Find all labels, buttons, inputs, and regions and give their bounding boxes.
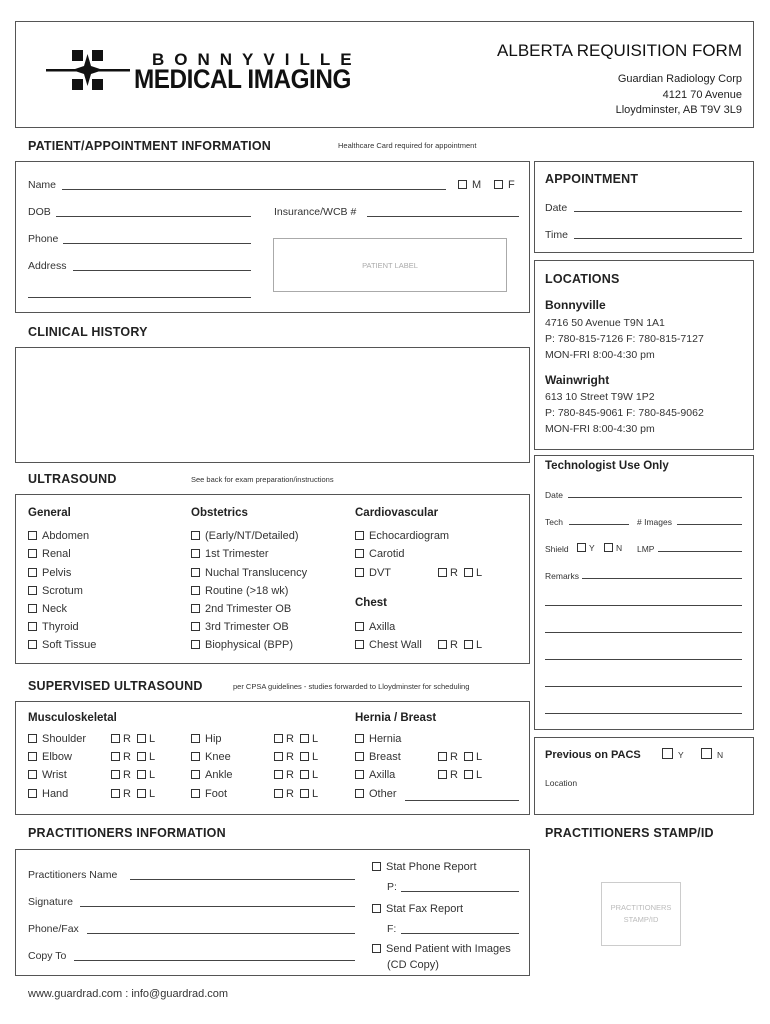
tech-shield-label: Shield (545, 544, 569, 554)
obstetrics-option[interactable]: Biophysical (BPP) (191, 639, 293, 651)
left-checkbox[interactable] (137, 789, 146, 798)
msk-option[interactable]: Wrist (28, 769, 67, 781)
general-option[interactable]: Neck (28, 603, 67, 615)
org-address-line2: Lloydminster, AB T9V 3L9 (615, 104, 742, 116)
right-checkbox[interactable] (438, 640, 447, 649)
hip-side-selector[interactable]: R L (274, 733, 318, 745)
right-checkbox[interactable] (274, 770, 283, 779)
msk-checkbox[interactable] (28, 789, 37, 798)
right-checkbox[interactable] (111, 789, 120, 798)
stat-fax-option[interactable]: Stat Fax Report (372, 903, 463, 915)
obstetrics-checkbox[interactable] (191, 640, 200, 649)
chest-heading: Chest (355, 597, 387, 609)
pacs-location-label: Location (545, 778, 578, 788)
obstetrics-option[interactable]: 2nd Trimester OB (191, 603, 291, 615)
knee-side-selector[interactable]: R L (274, 751, 318, 763)
hernia-checkbox[interactable] (355, 752, 364, 761)
tech-name-field[interactable] (569, 524, 629, 525)
general-option[interactable]: Thyroid (28, 621, 79, 633)
location-name-bonnyville: Bonnyville (545, 298, 606, 312)
stamp-box (601, 882, 681, 946)
send-images-checkbox[interactable] (372, 944, 381, 953)
tech-lmp-field[interactable] (658, 551, 742, 552)
msk-heading: Musculoskeletal (28, 712, 117, 724)
tech-shield-yes[interactable]: Y (577, 543, 595, 553)
stat-phone-checkbox[interactable] (372, 862, 381, 871)
phone-field[interactable] (63, 243, 251, 244)
tech-date-field[interactable] (568, 497, 742, 498)
pacs-yes-option[interactable]: Y (662, 748, 684, 760)
hand-side-selector[interactable]: R L (111, 788, 155, 800)
stat-fax-checkbox[interactable] (372, 904, 381, 913)
left-checkbox[interactable] (300, 752, 309, 761)
general-option[interactable]: Abdomen (28, 530, 89, 542)
right-checkbox[interactable] (111, 752, 120, 761)
shield-no-checkbox[interactable] (604, 543, 613, 552)
axilla-side-selector[interactable]: R L (438, 769, 482, 781)
appt-time-label: Time (545, 229, 568, 241)
shoulder-side-selector[interactable]: R L (111, 733, 155, 745)
phone-label: Phone (28, 233, 59, 245)
general-option[interactable]: Soft Tissue (28, 639, 96, 651)
other-field[interactable] (405, 800, 519, 801)
general-option[interactable]: Scrotum (28, 585, 83, 597)
chest-option[interactable]: Axilla (355, 621, 395, 633)
tech-remarks-field[interactable] (582, 578, 742, 579)
right-checkbox[interactable] (111, 770, 120, 779)
female-checkbox[interactable] (494, 180, 503, 189)
left-checkbox[interactable] (464, 752, 473, 761)
insurance-label: Insurance/WCB # (274, 206, 357, 218)
cd-copy-label: (CD Copy) (387, 959, 439, 971)
tech-date-label: Date (545, 490, 563, 500)
address-label: Address (28, 260, 67, 272)
obstetrics-checkbox[interactable] (191, 622, 200, 631)
msk-option[interactable]: Hip (191, 733, 222, 745)
left-checkbox[interactable] (464, 568, 473, 577)
tech-name-label: Tech (545, 517, 563, 527)
appt-date-field[interactable] (574, 211, 742, 212)
obstetrics-option[interactable]: Routine (>18 wk) (191, 585, 288, 597)
logo-bottom-text: MEDICAL IMAGING (134, 64, 351, 94)
left-checkbox[interactable] (300, 770, 309, 779)
tech-images-field[interactable] (677, 524, 742, 525)
location-hours-wainwright: MON-FRI 8:00-4:30 pm (545, 423, 655, 435)
obstetrics-option[interactable]: Nuchal Translucency (191, 567, 307, 579)
signature-field[interactable] (80, 906, 355, 907)
obstetrics-checkbox[interactable] (191, 586, 200, 595)
signature-label: Signature (28, 896, 73, 908)
foot-side-selector[interactable]: R L (274, 788, 318, 800)
practitioner-heading: PRACTITIONERS INFORMATION (28, 826, 226, 840)
right-checkbox[interactable] (274, 789, 283, 798)
tech-remarks-line[interactable] (545, 713, 742, 714)
hernia-heading: Hernia / Breast (355, 712, 437, 724)
dob-field[interactable] (56, 216, 251, 217)
chest-option[interactable]: Chest Wall (355, 639, 422, 651)
general-checkbox[interactable] (28, 549, 37, 558)
msk-checkbox[interactable] (28, 752, 37, 761)
obstetrics-heading: Obstetrics (191, 507, 248, 519)
tech-remarks-line[interactable] (545, 632, 742, 633)
stat-fax-field[interactable] (401, 933, 519, 934)
hernia-checkbox[interactable] (355, 734, 364, 743)
sex-male-option[interactable]: M (458, 179, 481, 191)
obstetrics-checkbox[interactable] (191, 549, 200, 558)
appt-time-field[interactable] (574, 238, 742, 239)
stat-fax-f-label: F: (387, 923, 397, 935)
name-field[interactable] (62, 189, 446, 190)
general-checkbox[interactable] (28, 568, 37, 577)
cardio-checkbox[interactable] (355, 531, 364, 540)
shield-yes-checkbox[interactable] (577, 543, 586, 552)
cardio-option[interactable]: Carotid (355, 548, 404, 560)
right-checkbox[interactable] (438, 752, 447, 761)
practitioner-name-field[interactable] (130, 879, 355, 880)
right-checkbox[interactable] (274, 752, 283, 761)
general-checkbox[interactable] (28, 531, 37, 540)
obstetrics-option[interactable]: 3rd Trimester OB (191, 621, 289, 633)
dvt-side-selector[interactable]: R L (438, 567, 482, 579)
tech-lmp-label: LMP (637, 544, 655, 554)
stamp-heading: PRACTITIONERS STAMP/ID (545, 826, 714, 840)
left-checkbox[interactable] (464, 640, 473, 649)
tech-remarks-line[interactable] (545, 686, 742, 687)
chest-checkbox[interactable] (355, 622, 364, 631)
left-checkbox[interactable] (300, 789, 309, 798)
ankle-side-selector[interactable]: R L (274, 769, 318, 781)
location-hours-bonnyville: MON-FRI 8:00-4:30 pm (545, 349, 655, 361)
right-checkbox[interactable] (438, 568, 447, 577)
supervised-heading: SUPERVISED ULTRASOUND (28, 679, 203, 693)
left-checkbox[interactable] (137, 752, 146, 761)
location-phone-wainwright: P: 780-845-9061 F: 780-845-9062 (545, 407, 704, 419)
msk-checkbox[interactable] (191, 789, 200, 798)
patient-note: Healthcare Card required for appointment (338, 141, 477, 150)
general-checkbox[interactable] (28, 586, 37, 595)
stamp-line2: STAMP/ID (623, 915, 659, 924)
right-checkbox[interactable] (438, 770, 447, 779)
msk-checkbox[interactable] (191, 752, 200, 761)
general-heading: General (28, 507, 71, 519)
elbow-side-selector[interactable]: R L (111, 751, 155, 763)
left-checkbox[interactable] (137, 734, 146, 743)
location-address-bonnyville: 4716 50 Avenue T9N 1A1 (545, 317, 665, 329)
chest-checkbox[interactable] (355, 640, 364, 649)
locations-heading: LOCATIONS (545, 272, 620, 286)
patient-heading: PATIENT/APPOINTMENT INFORMATION (28, 139, 271, 153)
obstetrics-option[interactable]: (Early/NT/Detailed) (191, 530, 299, 542)
appt-date-label: Date (545, 202, 568, 214)
address-field-2[interactable] (28, 297, 251, 298)
stat-phone-field[interactable] (401, 891, 519, 892)
ultrasound-heading: ULTRASOUND (28, 472, 117, 486)
cardio-option[interactable]: DVT (355, 567, 391, 579)
form-title: ALBERTA REQUISITION FORM (497, 41, 742, 60)
pacs-no-checkbox[interactable] (701, 748, 712, 759)
obstetrics-option[interactable]: 1st Trimester (191, 548, 269, 560)
logo-top-text: BONNYVILLE (152, 50, 362, 69)
cardio-checkbox[interactable] (355, 568, 364, 577)
male-checkbox[interactable] (458, 180, 467, 189)
tech-remarks-line[interactable] (545, 605, 742, 606)
stamp-line1: PRACTITIONERS (610, 903, 672, 912)
left-checkbox[interactable] (464, 770, 473, 779)
tech-remarks-label: Remarks (545, 571, 580, 581)
msk-option[interactable]: Shoulder (28, 733, 86, 745)
right-checkbox[interactable] (274, 734, 283, 743)
general-checkbox[interactable] (28, 640, 37, 649)
location-name-wainwright: Wainwright (545, 373, 610, 387)
address-field[interactable] (73, 270, 251, 271)
hernia-option[interactable]: Breast (355, 751, 401, 763)
hernia-checkbox[interactable] (355, 770, 364, 779)
org-address-line1: 4121 70 Avenue (662, 89, 742, 101)
left-checkbox[interactable] (300, 734, 309, 743)
technologist-heading: Technologist Use Only (545, 460, 669, 472)
msk-option[interactable]: Elbow (28, 751, 72, 763)
hernia-option[interactable]: Axilla (355, 769, 395, 781)
breast-side-selector[interactable]: R L (438, 751, 482, 763)
msk-checkbox[interactable] (191, 734, 200, 743)
hernia-checkbox[interactable] (355, 789, 364, 798)
msk-option[interactable]: Knee (191, 751, 231, 763)
hernia-option[interactable]: Other (355, 788, 397, 800)
copyto-label: Copy To (28, 950, 67, 962)
org-name: Guardian Radiology Corp (617, 73, 742, 85)
wrist-side-selector[interactable]: R L (111, 769, 155, 781)
general-checkbox[interactable] (28, 604, 37, 613)
cardio-option[interactable]: Echocardiogram (355, 530, 449, 542)
supervised-note: per CPSA guidelines - studies forwarded to Lloydminster for scheduling (233, 682, 470, 691)
obstetrics-checkbox[interactable] (191, 604, 200, 613)
tech-images-label: # Images (637, 517, 672, 527)
appointment-heading: APPOINTMENT (545, 172, 639, 186)
clinical-heading: CLINICAL HISTORY (28, 325, 148, 339)
left-checkbox[interactable] (137, 770, 146, 779)
send-images-option[interactable]: Send Patient with Images (372, 943, 511, 955)
pacs-yes-checkbox[interactable] (662, 748, 673, 759)
pacs-heading: Previous on PACS (545, 749, 641, 761)
msk-checkbox[interactable] (28, 770, 37, 779)
msk-option[interactable]: Foot (191, 788, 227, 800)
phonefax-label: Phone/Fax (28, 923, 79, 935)
general-option[interactable]: Pelvis (28, 567, 71, 579)
location-phone-bonnyville: P: 780-815-7126 F: 780-815-7127 (545, 333, 704, 345)
phonefax-field[interactable] (87, 933, 355, 934)
hernia-option[interactable]: Hernia (355, 733, 401, 745)
dob-label: DOB (28, 206, 51, 218)
tech-shield-no[interactable]: N (604, 543, 622, 553)
stat-phone-option[interactable]: Stat Phone Report (372, 861, 477, 873)
ultrasound-note: See back for exam preparation/instructions (191, 475, 334, 484)
sex-female-option[interactable]: F (494, 179, 515, 191)
pacs-no-option[interactable]: N (701, 748, 723, 760)
msk-checkbox[interactable] (191, 770, 200, 779)
cardio-heading: Cardiovascular (355, 507, 439, 519)
practitioner-name-label: Practitioners Name (28, 869, 118, 881)
general-checkbox[interactable] (28, 622, 37, 631)
location-address-wainwright: 613 10 Street T9W 1P2 (545, 391, 655, 403)
chest-wall-side-selector[interactable]: R L (438, 639, 482, 651)
patient-label-text: PATIENT LABEL (362, 261, 418, 270)
footer-contact: www.guardrad.com : info@guardrad.com (28, 988, 229, 1000)
msk-option[interactable]: Ankle (191, 769, 233, 781)
clinical-history-field[interactable] (15, 347, 530, 463)
cardio-checkbox[interactable] (355, 549, 364, 558)
msk-option[interactable]: Hand (28, 788, 68, 800)
logo-icon (46, 48, 130, 94)
tech-remarks-line[interactable] (545, 659, 742, 660)
right-checkbox[interactable] (111, 734, 120, 743)
obstetrics-checkbox[interactable] (191, 568, 200, 577)
copyto-field[interactable] (74, 960, 355, 961)
obstetrics-checkbox[interactable] (191, 531, 200, 540)
insurance-field[interactable] (367, 216, 519, 217)
general-option[interactable]: Renal (28, 548, 71, 560)
name-label: Name (28, 179, 57, 191)
stat-phone-p-label: P: (387, 881, 397, 893)
msk-checkbox[interactable] (28, 734, 37, 743)
